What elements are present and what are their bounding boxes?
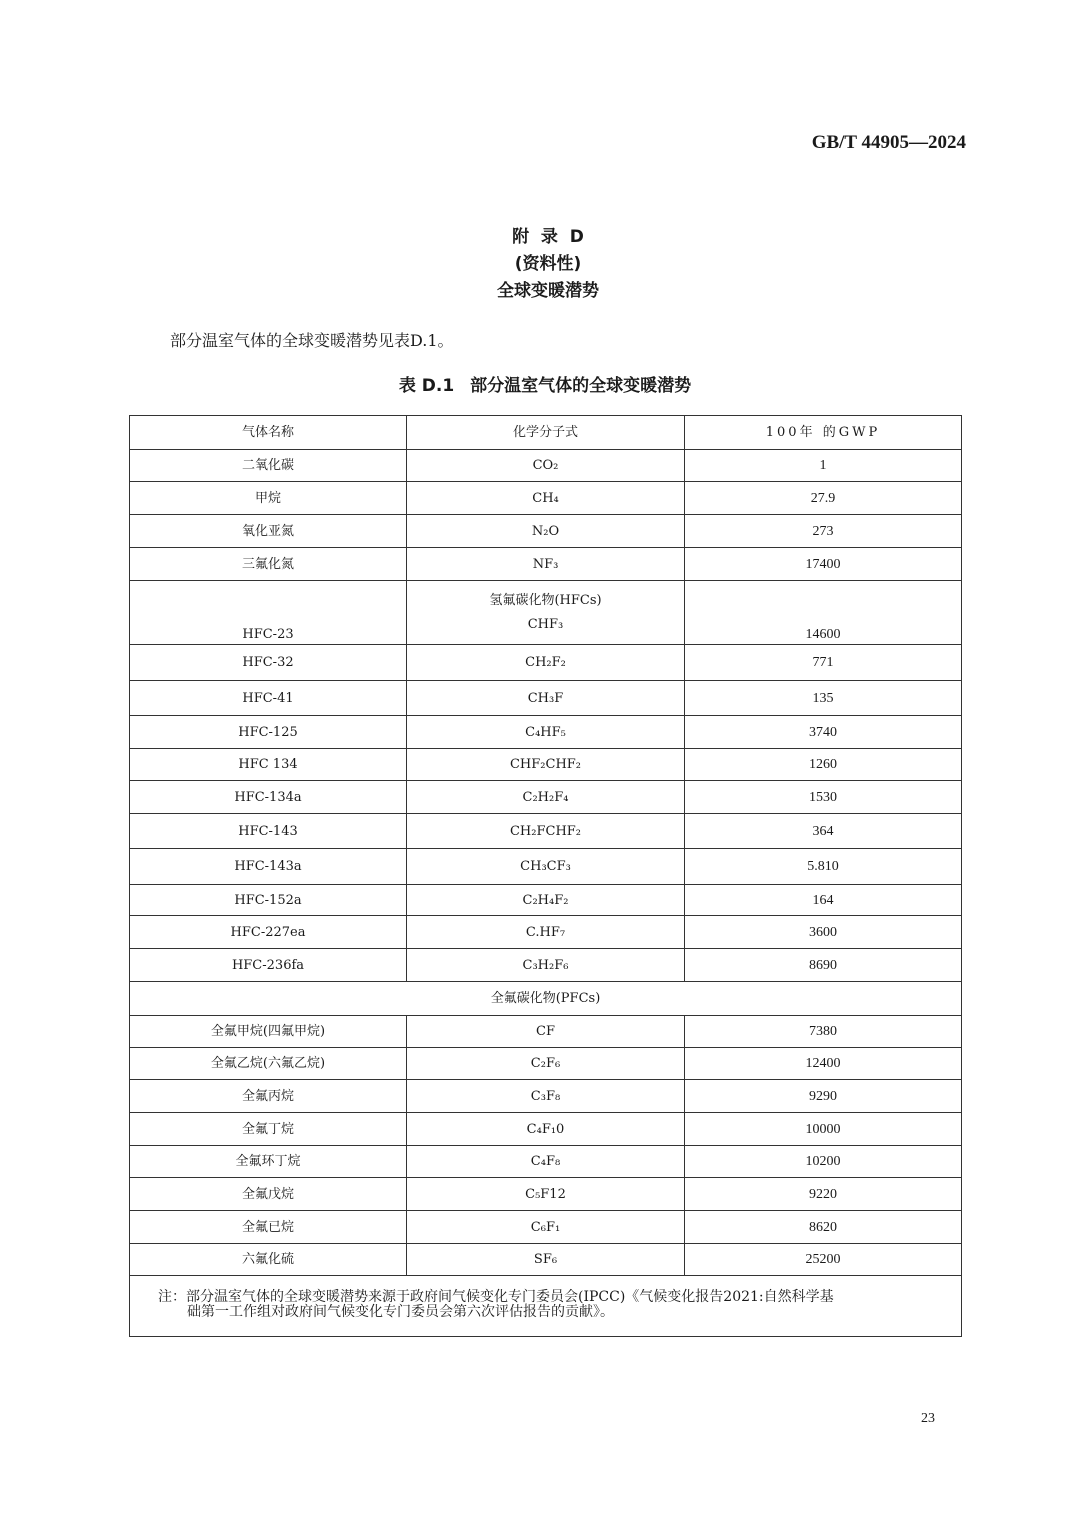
formula-cell: CF — [407, 1016, 685, 1048]
gas-name-cell: HFC-125 — [130, 716, 407, 749]
gwp-value-cell: 27.9 — [685, 482, 962, 515]
gas-name-cell: 氧化亚氮 — [130, 515, 407, 548]
table-note-row — [130, 1276, 962, 1337]
column-header-gas-name: 气体名称 — [130, 416, 407, 450]
appendix-title: 全球变暖潜势 — [497, 281, 599, 301]
table-row — [130, 1048, 962, 1080]
gwp-value-cell: 771 — [685, 645, 962, 681]
table-row — [130, 916, 962, 949]
table-row — [130, 482, 962, 515]
table-row — [130, 515, 962, 548]
gwp-value-cell: 10000 — [685, 1113, 962, 1146]
formula-cell: CH₂FCHF₂ — [407, 814, 685, 849]
gwp-value-cell: 7380 — [685, 1016, 962, 1048]
table-row — [130, 1080, 962, 1113]
gas-name-cell: HFC-134a — [130, 781, 407, 814]
pfc-group-label: 全氟碳化物(PFCs) — [130, 982, 962, 1016]
gwp-value-cell: 1 — [685, 450, 962, 482]
table-note-line: 注：部分温室气体的全球变暖潜势来源于政府间气候变化专门委员会(IPCC)《气候变化报告2021:自然科学基 — [158, 1289, 834, 1305]
table-row — [130, 1178, 962, 1211]
table-row — [130, 749, 962, 781]
gwp-value-cell: 17400 — [685, 548, 962, 581]
table-note — [130, 1276, 962, 1337]
gwp-value-cell: 364 — [685, 814, 962, 849]
gwp-value-cell: 9220 — [685, 1178, 962, 1211]
formula-cell: CH₃F — [407, 681, 685, 716]
gwp-value-cell: 8620 — [685, 1211, 962, 1244]
column-header-formula: 化学分子式 — [407, 416, 685, 450]
formula-cell: C₂H₄F₂ — [407, 885, 685, 916]
formula-cell: N₂O — [407, 515, 685, 548]
formula-cell: C₃H₂F₆ — [407, 949, 685, 982]
gas-name-cell: HFC-41 — [130, 681, 407, 716]
gwp-table — [129, 415, 962, 1337]
gas-name-cell: HFC-32 — [130, 645, 407, 681]
gas-name-cell: 全氟丙烷 — [130, 1080, 407, 1113]
formula-cell: CH₃CF₃ — [407, 849, 685, 885]
table-row — [130, 781, 962, 814]
gas-name-cell: 全氟丁烷 — [130, 1113, 407, 1146]
gwp-value-cell: 12400 — [685, 1048, 962, 1080]
appendix-type: (资料性) — [514, 254, 582, 274]
gas-name-cell: 甲烷 — [130, 482, 407, 515]
gas-name-cell: HFC-143a — [130, 849, 407, 885]
intro-text: 部分温室气体的全球变暖潜势见表D.1。 — [170, 331, 454, 350]
table-row — [130, 548, 962, 581]
pfc-group-row — [130, 982, 962, 1016]
gas-name-cell: 六氟化硫 — [130, 1244, 407, 1276]
table-row — [130, 814, 962, 849]
gas-name-cell: HFC-152a — [130, 885, 407, 916]
gwp-value-cell: 1260 — [685, 749, 962, 781]
formula-cell: CHF₂CHF₂ — [407, 749, 685, 781]
column-header-gwp: 100年 的GWP — [685, 416, 962, 450]
gas-name-cell: 三氟化氮 — [130, 548, 407, 581]
table-row — [130, 849, 962, 885]
formula-cell: C₃F₈ — [407, 1080, 685, 1113]
formula-cell: SF₆ — [407, 1244, 685, 1276]
formula-cell: CO₂ — [407, 450, 685, 482]
formula-cell: C₂F₆ — [407, 1048, 685, 1080]
gas-name-cell: 全氟已烷 — [130, 1211, 407, 1244]
formula-cell: C₄F₈ — [407, 1146, 685, 1178]
gwp-value-cell: 25200 — [685, 1244, 962, 1276]
table-row — [130, 450, 962, 482]
gas-name-cell: HFC-236fa — [130, 949, 407, 982]
page-number: 23 — [921, 1411, 935, 1426]
formula-cell: C.HF₇ — [407, 916, 685, 949]
gwp-value-cell: 10200 — [685, 1146, 962, 1178]
table-row — [130, 1244, 962, 1276]
gwp-value-cell: 273 — [685, 515, 962, 548]
formula-cell: C₂H₂F₄ — [407, 781, 685, 814]
formula-cell: C₄F₁0 — [407, 1113, 685, 1146]
formula-cell: CH₄ — [407, 482, 685, 515]
formula-text: CHF₃ — [527, 617, 564, 632]
table-row — [130, 885, 962, 916]
gas-name-cell: 全氟环丁烷 — [130, 1146, 407, 1178]
table-row — [130, 949, 962, 982]
table-header-row — [130, 416, 962, 450]
formula-cell: C₅F12 — [407, 1178, 685, 1211]
gas-name-cell: HFC-23 — [130, 581, 407, 645]
gwp-value-cell: 5.810 — [685, 849, 962, 885]
gwp-value-cell: 135 — [685, 681, 962, 716]
gas-name-cell: 二氧化碳 — [130, 450, 407, 482]
formula-cell — [407, 581, 685, 645]
gwp-value-cell: 8690 — [685, 949, 962, 982]
formula-cell: C₄HF₅ — [407, 716, 685, 749]
appendix-label: 附 录 D — [512, 227, 584, 247]
table-caption — [0, 371, 1080, 396]
formula-cell: NF₃ — [407, 548, 685, 581]
table-row — [130, 1211, 962, 1244]
gas-name-cell: HFC-227ea — [130, 916, 407, 949]
table-row — [130, 716, 962, 749]
gwp-value-cell: 14600 — [685, 581, 962, 645]
table-row — [130, 581, 962, 645]
gwp-value-cell: 3740 — [685, 716, 962, 749]
gas-name-cell: 全氟乙烷(六氟乙烷) — [130, 1048, 407, 1080]
formula-cell: C₆F₁ — [407, 1211, 685, 1244]
table-note-line: 础第一工作组对政府间气候变化专门委员会第六次评估报告的贡献》。 — [187, 1304, 614, 1320]
gwp-value-cell: 164 — [685, 885, 962, 916]
table-row — [130, 645, 962, 681]
appendix-heading — [0, 224, 1080, 305]
table-caption-number: 表 D.1 — [398, 376, 455, 396]
formula-cell: CH₂F₂ — [407, 645, 685, 681]
table-row — [130, 1016, 962, 1048]
gas-name-cell: HFC 134 — [130, 749, 407, 781]
gas-name-cell: HFC-143 — [130, 814, 407, 849]
gas-name-cell: 全氟戊烷 — [130, 1178, 407, 1211]
gwp-value-cell: 1530 — [685, 781, 962, 814]
table-row — [130, 1146, 962, 1178]
gwp-value-cell: 3600 — [685, 916, 962, 949]
gas-name-cell: 全氟甲烷(四氟甲烷) — [130, 1016, 407, 1048]
standard-number: GB/T 44905—2024 — [811, 132, 966, 153]
hfc-group-label: 氢氟碳化物(HFCs) — [489, 593, 602, 608]
table-caption-title: 部分温室气体的全球变暖潜势 — [470, 376, 692, 396]
table-row — [130, 1113, 962, 1146]
table-row — [130, 681, 962, 716]
gwp-value-cell: 9290 — [685, 1080, 962, 1113]
